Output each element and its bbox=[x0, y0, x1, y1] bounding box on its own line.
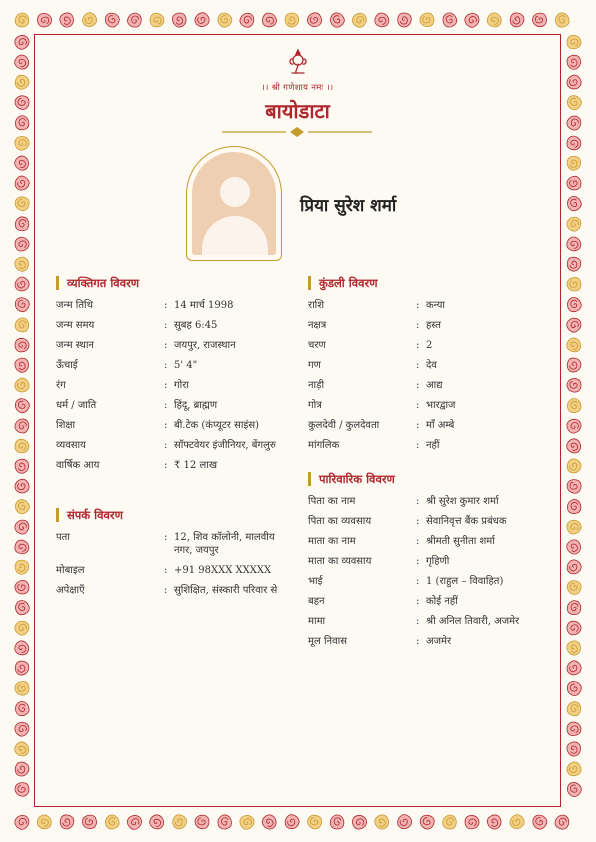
field-label: कुलदेवी / कुलदेवता bbox=[308, 420, 380, 431]
paisley-ornament bbox=[565, 679, 583, 697]
paisley-ornament bbox=[565, 276, 582, 293]
paisley-ornament bbox=[440, 10, 459, 29]
paisley-ornament bbox=[12, 153, 31, 172]
paisley-ornament bbox=[14, 680, 31, 696]
field-value: हिंदू, ब्राह्मण bbox=[174, 400, 218, 411]
paisley-ornament bbox=[12, 598, 31, 617]
avatar bbox=[192, 152, 276, 255]
field-value: देव bbox=[426, 360, 437, 371]
paisley-ornament bbox=[15, 317, 30, 332]
paisley-ornament bbox=[15, 216, 29, 231]
paisley-ornament bbox=[15, 13, 29, 27]
paisley-ornament bbox=[554, 814, 570, 831]
paisley-ornament bbox=[553, 11, 571, 29]
paisley-ornament bbox=[566, 135, 582, 150]
field-label: चरण bbox=[308, 340, 326, 351]
paisley-ornament bbox=[13, 518, 31, 537]
paisley-ornament bbox=[12, 275, 31, 294]
field-label: मामा bbox=[308, 616, 326, 627]
paisley-ornament bbox=[12, 812, 31, 831]
field-label: मूल निवास bbox=[308, 636, 347, 647]
field-value: श्रीमती सुनीता शर्मा bbox=[426, 536, 495, 547]
separator: : bbox=[416, 616, 420, 627]
paisley-ornament bbox=[530, 813, 549, 832]
paisley-ornament bbox=[14, 417, 31, 434]
info-row bbox=[308, 535, 548, 548]
field-value: अजमेर bbox=[426, 636, 452, 647]
field-label: पिता का नाम bbox=[308, 496, 356, 507]
field-value: +91 98XXX XXXXX bbox=[174, 565, 272, 576]
paisley-ornament bbox=[418, 11, 435, 28]
paisley-ornament bbox=[485, 813, 504, 832]
photo-frame bbox=[186, 146, 282, 261]
paisley-ornament bbox=[12, 32, 31, 51]
paisley-ornament bbox=[564, 537, 583, 556]
paisley-ornament bbox=[372, 812, 391, 831]
separator: : bbox=[416, 340, 420, 351]
separator: : bbox=[416, 516, 420, 527]
paisley-ornament bbox=[192, 10, 211, 29]
paisley-ornament bbox=[13, 174, 31, 193]
paisley-ornament bbox=[14, 196, 31, 212]
field-value: 14 मार्च 1998 bbox=[174, 300, 234, 311]
paisley-ornament bbox=[103, 813, 121, 832]
field-value: सुशिक्षित, संस्कारी परिवार से bbox=[174, 585, 278, 596]
separator: : bbox=[164, 440, 168, 451]
paisley-ornament bbox=[398, 13, 412, 27]
info-row bbox=[308, 379, 548, 392]
paisley-ornament bbox=[15, 782, 29, 796]
paisley-ornament bbox=[13, 134, 32, 153]
separator: : bbox=[164, 460, 168, 471]
field-label: माता का नाम bbox=[308, 536, 356, 547]
field-label: ऊँचाई bbox=[56, 360, 78, 371]
paisley-ornament bbox=[14, 761, 30, 778]
field-label: व्यवसाय bbox=[56, 440, 86, 451]
paisley-ornament bbox=[125, 812, 144, 831]
field-value: बी.टेक (कंप्यूटर साइंस) bbox=[174, 420, 259, 431]
field-value: हस्त bbox=[426, 320, 441, 331]
paisley-ornament bbox=[215, 10, 234, 29]
section-title: कुंडली विवरण bbox=[308, 276, 548, 290]
paisley-ornament bbox=[565, 214, 584, 233]
paisley-ornament bbox=[566, 701, 582, 717]
invocation-text: ।। श्री गणेशाय नमः ।। bbox=[261, 83, 334, 93]
section-title: संपर्क विवरण bbox=[56, 508, 296, 522]
paisley-ornament bbox=[566, 721, 582, 736]
paisley-ornament bbox=[462, 10, 481, 29]
paisley-ornament bbox=[565, 457, 583, 475]
info-row bbox=[56, 399, 296, 412]
paisley-ornament bbox=[564, 658, 583, 677]
field-label: मांगलिक bbox=[308, 440, 340, 451]
paisley-ornament bbox=[13, 235, 31, 252]
paisley-ornament bbox=[566, 378, 581, 393]
avatar-head bbox=[220, 177, 250, 207]
paisley-ornament bbox=[565, 619, 582, 636]
field-label: अपेक्षाएँ bbox=[56, 585, 85, 596]
info-row bbox=[56, 379, 296, 392]
info-row bbox=[308, 635, 548, 648]
info-row bbox=[308, 319, 548, 332]
paisley-ornament bbox=[15, 439, 29, 453]
paisley-ornament bbox=[565, 174, 583, 192]
paisley-ornament bbox=[564, 194, 583, 213]
paisley-ornament bbox=[262, 13, 277, 27]
info-row bbox=[56, 564, 296, 577]
separator: : bbox=[416, 380, 420, 391]
field-value: सेवानिवृत्त बैंक प्रबंधक bbox=[426, 516, 507, 527]
paisley-ornament bbox=[307, 814, 323, 830]
field-value: जयपुर, राजस्थान bbox=[174, 340, 236, 351]
separator: : bbox=[164, 565, 168, 576]
field-value: सुबह 6:45 bbox=[174, 320, 218, 331]
paisley-ornament bbox=[442, 815, 456, 830]
paisley-ornament bbox=[566, 357, 582, 373]
info-row bbox=[308, 495, 548, 508]
paisley-ornament bbox=[329, 814, 344, 830]
field-label: धर्म / जाति bbox=[56, 400, 97, 411]
document-title: बायोडाटा bbox=[265, 99, 330, 123]
paisley-ornament bbox=[565, 114, 583, 132]
candidate-name: प्रिया सुरेश शर्मा bbox=[300, 196, 397, 216]
paisley-ornament bbox=[564, 93, 583, 112]
paisley-ornament bbox=[13, 356, 31, 375]
field-label: शिक्षा bbox=[56, 420, 76, 431]
paisley-ornament bbox=[13, 740, 32, 759]
separator: : bbox=[416, 440, 420, 451]
paisley-ornament bbox=[464, 814, 481, 830]
paisley-ornament bbox=[195, 815, 209, 829]
separator: : bbox=[416, 636, 420, 647]
separator: : bbox=[416, 300, 420, 311]
field-label: वार्षिक आय bbox=[56, 460, 100, 471]
paisley-ornament bbox=[565, 558, 584, 577]
info-row bbox=[308, 615, 548, 628]
paisley-ornament bbox=[12, 396, 31, 415]
field-label: राशि bbox=[308, 300, 325, 311]
paisley-ornament bbox=[237, 813, 256, 832]
paisley-ornament bbox=[565, 295, 584, 314]
separator: : bbox=[164, 532, 168, 543]
paisley-ornament bbox=[171, 813, 188, 830]
paisley-ornament bbox=[418, 813, 436, 830]
info-row bbox=[56, 419, 296, 432]
field-value: आद्य bbox=[426, 380, 443, 391]
paisley-ornament bbox=[566, 155, 582, 171]
paisley-ornament bbox=[509, 12, 524, 28]
info-row bbox=[308, 439, 548, 452]
paisley-ornament bbox=[15, 560, 30, 575]
separator: : bbox=[416, 536, 420, 547]
field-value: श्री सुरेश कुमार शर्मा bbox=[426, 496, 499, 507]
info-row bbox=[56, 359, 296, 372]
paisley-ornament bbox=[80, 10, 99, 29]
paisley-ornament bbox=[566, 479, 581, 494]
separator: : bbox=[416, 400, 420, 411]
field-label: गोत्र bbox=[308, 400, 322, 411]
paisley-ornament bbox=[565, 235, 582, 252]
paisley-ornament bbox=[305, 11, 324, 29]
field-label: जन्म तिथि bbox=[56, 300, 94, 311]
field-label: बहन bbox=[308, 596, 325, 607]
separator: : bbox=[416, 576, 420, 587]
section-title: व्यक्तिगत विवरण bbox=[56, 276, 296, 290]
field-value: कोई नहीं bbox=[426, 596, 458, 607]
paisley-ornament bbox=[238, 11, 255, 29]
paisley-ornament bbox=[58, 10, 77, 29]
field-value: नहीं bbox=[426, 440, 440, 451]
field-value: भारद्वाज bbox=[426, 400, 456, 411]
section-title: पारिवारिक विवरण bbox=[308, 472, 548, 486]
paisley-ornament bbox=[565, 397, 583, 415]
field-label: भाई bbox=[308, 576, 323, 587]
paisley-ornament bbox=[60, 814, 75, 829]
paisley-ornament bbox=[149, 13, 164, 28]
info-row bbox=[56, 339, 296, 352]
paisley-ornament bbox=[564, 73, 583, 92]
field-label: गण bbox=[308, 360, 321, 371]
paisley-ornament bbox=[284, 12, 300, 29]
paisley-ornament bbox=[565, 579, 582, 596]
paisley-ornament bbox=[564, 760, 583, 779]
paisley-ornament bbox=[567, 257, 581, 271]
info-row bbox=[308, 339, 548, 352]
paisley-ornament bbox=[395, 812, 414, 831]
paisley-ornament bbox=[565, 53, 582, 71]
section-family bbox=[308, 472, 548, 655]
paisley-ornament bbox=[12, 255, 31, 274]
paisley-ornament bbox=[283, 813, 301, 831]
paisley-ornament bbox=[566, 498, 582, 514]
paisley-ornament bbox=[171, 11, 189, 29]
field-label: रंग bbox=[56, 380, 66, 391]
paisley-ornament bbox=[564, 436, 583, 455]
paisley-ornament bbox=[564, 416, 583, 435]
separator: : bbox=[164, 360, 168, 371]
paisley-ornament bbox=[12, 618, 31, 637]
ganesha-icon bbox=[286, 48, 310, 76]
info-row bbox=[308, 515, 548, 528]
paisley-ornament bbox=[13, 639, 31, 656]
field-value: ₹ 12 लाख bbox=[174, 460, 217, 471]
info-row bbox=[56, 584, 296, 597]
paisley-ornament bbox=[532, 12, 548, 27]
separator: : bbox=[416, 556, 420, 567]
field-label: मोबाइल bbox=[56, 565, 85, 576]
info-row bbox=[308, 299, 548, 312]
paisley-ornament bbox=[216, 813, 233, 830]
paisley-ornament bbox=[485, 11, 503, 29]
paisley-ornament bbox=[12, 376, 31, 395]
paisley-ornament bbox=[15, 96, 29, 110]
field-label: माता का व्यवसाय bbox=[308, 556, 372, 567]
separator: : bbox=[164, 320, 168, 331]
separator: : bbox=[164, 585, 168, 596]
paisley-ornament bbox=[350, 813, 368, 831]
info-row bbox=[308, 419, 548, 432]
paisley-ornament bbox=[507, 812, 526, 831]
paisley-ornament bbox=[13, 296, 31, 314]
paisley-ornament bbox=[81, 814, 97, 830]
section-contact bbox=[56, 508, 296, 604]
field-value: 12, शिव कॉलोनी, मालवीय नगर, जयपुर bbox=[174, 532, 275, 556]
avatar-body bbox=[202, 216, 268, 255]
paisley-ornament bbox=[14, 539, 30, 555]
field-label: जन्म समय bbox=[56, 320, 95, 331]
separator: : bbox=[164, 300, 168, 311]
field-label: नक्षत्र bbox=[308, 320, 327, 331]
separator: : bbox=[164, 380, 168, 391]
info-row bbox=[308, 399, 548, 412]
info-row bbox=[56, 319, 296, 332]
paisley-ornament bbox=[13, 74, 30, 91]
field-label: पता bbox=[56, 532, 70, 543]
paisley-ornament bbox=[350, 11, 369, 30]
field-value: सॉफ्टवेयर इंजीनियर, बेंगलुरु bbox=[174, 440, 276, 451]
field-value: 2 bbox=[426, 340, 433, 351]
paisley-ornament bbox=[148, 813, 167, 832]
info-row bbox=[56, 459, 296, 472]
info-row bbox=[308, 595, 548, 608]
paisley-ornament bbox=[565, 336, 584, 354]
paisley-ornament bbox=[103, 11, 122, 29]
paisley-ornament bbox=[14, 337, 30, 353]
paisley-ornament bbox=[14, 458, 31, 475]
paisley-ornament bbox=[565, 518, 584, 536]
info-row bbox=[308, 359, 548, 372]
section-personal bbox=[56, 276, 296, 479]
paisley-ornament bbox=[565, 638, 584, 657]
info-row bbox=[56, 299, 296, 312]
paisley-ornament bbox=[374, 12, 391, 28]
paisley-ornament bbox=[12, 719, 31, 738]
paisley-ornament bbox=[12, 477, 31, 496]
paisley-ornament bbox=[12, 497, 31, 516]
paisley-ornament bbox=[565, 740, 583, 758]
paisley-ornament bbox=[567, 35, 582, 49]
paisley-ornament bbox=[15, 661, 29, 676]
separator: : bbox=[164, 420, 168, 431]
title-divider bbox=[222, 126, 372, 138]
field-value: 5' 4" bbox=[174, 360, 198, 371]
field-label: पिता का व्यवसाय bbox=[308, 516, 372, 527]
paisley-ornament bbox=[564, 315, 583, 334]
field-label: नाड़ी bbox=[308, 380, 325, 391]
field-value: गोरा bbox=[174, 380, 189, 391]
field-value: माँ अम्बे bbox=[426, 420, 455, 431]
separator: : bbox=[164, 340, 168, 351]
field-value: श्री अनिल तिवारी, अजमेर bbox=[426, 616, 520, 627]
separator: : bbox=[416, 596, 420, 607]
paisley-ornament bbox=[36, 12, 53, 29]
separator: : bbox=[416, 420, 420, 431]
info-row bbox=[56, 439, 296, 452]
separator: : bbox=[416, 360, 420, 371]
paisley-ornament bbox=[36, 813, 54, 831]
paisley-ornament bbox=[567, 600, 581, 614]
section-kundali bbox=[308, 276, 548, 459]
paisley-ornament bbox=[14, 114, 30, 131]
paisley-ornament bbox=[127, 12, 143, 28]
separator: : bbox=[416, 320, 420, 331]
field-label: जन्म स्थान bbox=[56, 340, 94, 351]
field-value: कन्या bbox=[426, 300, 446, 311]
paisley-ornament bbox=[12, 53, 31, 72]
paisley-ornament bbox=[564, 780, 583, 799]
paisley-ornament bbox=[13, 699, 31, 718]
header bbox=[34, 48, 561, 124]
info-row bbox=[308, 555, 548, 568]
field-value: गृहिणी bbox=[426, 556, 450, 567]
info-row bbox=[308, 575, 548, 588]
paisley-ornament bbox=[260, 812, 279, 831]
paisley-ornament bbox=[327, 10, 346, 29]
separator: : bbox=[416, 496, 420, 507]
info-row bbox=[56, 531, 296, 557]
field-value: 1 (राहुल – विवाहित) bbox=[426, 576, 504, 587]
separator: : bbox=[164, 400, 168, 411]
paisley-ornament bbox=[13, 579, 31, 597]
